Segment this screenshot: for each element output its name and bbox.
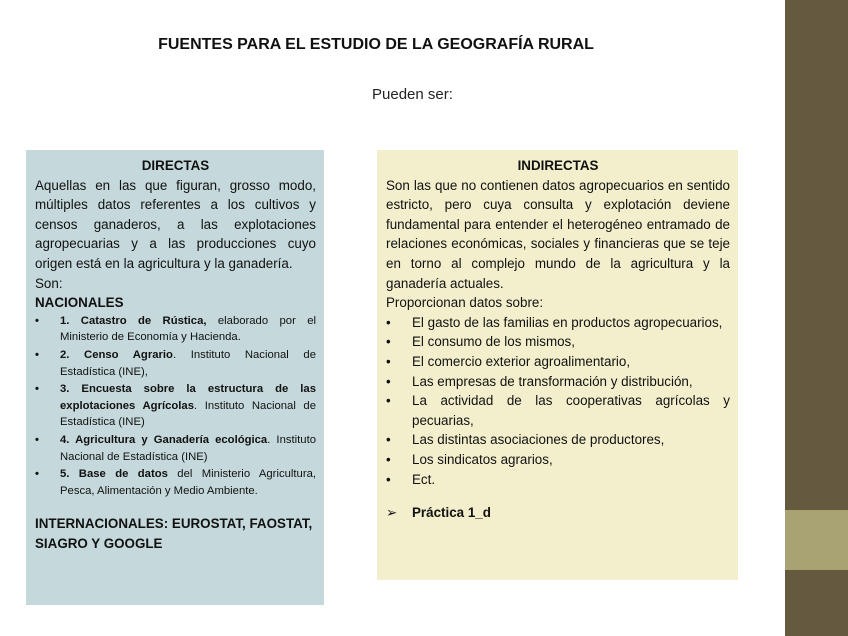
list-item: • Las distintas asociaciones de productores,	[386, 430, 730, 450]
spacer	[386, 489, 730, 503]
indirect-data-list	[386, 313, 730, 489]
list-item	[35, 432, 316, 465]
internacionales-label: INTERNACIONALES: EUROSTAT, FAOSTAT, SIAGRO Y GOOGLE	[35, 516, 313, 551]
direct-heading: DIRECTAS	[141, 158, 210, 173]
son-label: Son:	[35, 275, 63, 291]
item-title: 3. Encuesta sobre la estructura de las explotaciones Agrícolas	[60, 383, 316, 412]
side-decorative-accent	[785, 510, 848, 570]
item-detail: . Instituto Nacional de Estadística (INE)	[60, 433, 316, 463]
list-item: • Ect.	[386, 470, 730, 490]
indirect-heading: INDIRECTAS	[517, 158, 599, 173]
list-item: • El gasto de las familias en productos agropecuarios,	[386, 313, 730, 333]
item-detail: . Instituto Nacional de Estadística (INE),	[60, 348, 317, 378]
list-item: • Las empresas de transformación y distribución,	[386, 372, 730, 392]
item-title: 5. Base de datos	[60, 468, 168, 481]
item-detail: elaborado por el Ministerio de Economía y Hacienda.	[60, 314, 316, 344]
item-detail: . Instituto Nacional de Estadística (INE)	[60, 399, 316, 429]
list-item: • La actividad de las cooperativas agrícolas y pecuarias,	[386, 391, 730, 430]
spacer	[35, 500, 316, 514]
list-item	[35, 313, 316, 346]
national-sources-list	[35, 313, 316, 500]
indirect-sources-box	[377, 150, 738, 580]
slide-title: FUENTES PARA EL ESTUDIO DE LA GEOGRAFÍA RURAL	[158, 36, 594, 53]
list-item	[35, 347, 316, 380]
indirect-description: Son las que no contienen datos agropecuarios en sentido estricto, pero cuya consulta y explotación deviene fundamental para entender el heterogéneo entramado de relaciones económicas, sociales y financieras que se teje en torno al complejo mundo de la agricultura y la ganadería actuales.	[386, 177, 730, 291]
item-title: 2. Censo Agrario	[60, 348, 173, 361]
item-detail: del Ministerio Agricultura, Pesca, Alimentación y Medio Ambiente.	[60, 468, 316, 497]
provide-label: Proporcionan datos sobre:	[386, 295, 544, 311]
list-item	[35, 381, 316, 431]
arrow-bullet-icon: ➢	[386, 505, 398, 521]
practice-item	[386, 503, 730, 523]
slide-subtitle: Pueden ser:	[372, 86, 453, 103]
list-item: • El comercio exterior agroalimentario,	[386, 352, 730, 372]
list-item: • Los sindicatos agrarios,	[386, 450, 730, 470]
direct-description: Aquellas en las que figuran, grosso modo, múltiples datos referentes a los cultivos y censos ganaderos, a las explotaciones agropecuarias y a las producciones cuyo origen está en la agricultura y la ganadería.	[35, 177, 316, 271]
nacionales-label: NACIONALES	[35, 295, 124, 311]
practice-label: Práctica 1_d	[412, 505, 491, 521]
list-item: • El consumo de los mismos,	[386, 332, 730, 352]
item-title: 1. Catastro de Rústica,	[60, 314, 207, 327]
item-title: 4. Agricultura y Ganadería ecológica	[60, 433, 268, 446]
list-item	[35, 466, 316, 499]
direct-sources-box	[26, 150, 324, 605]
